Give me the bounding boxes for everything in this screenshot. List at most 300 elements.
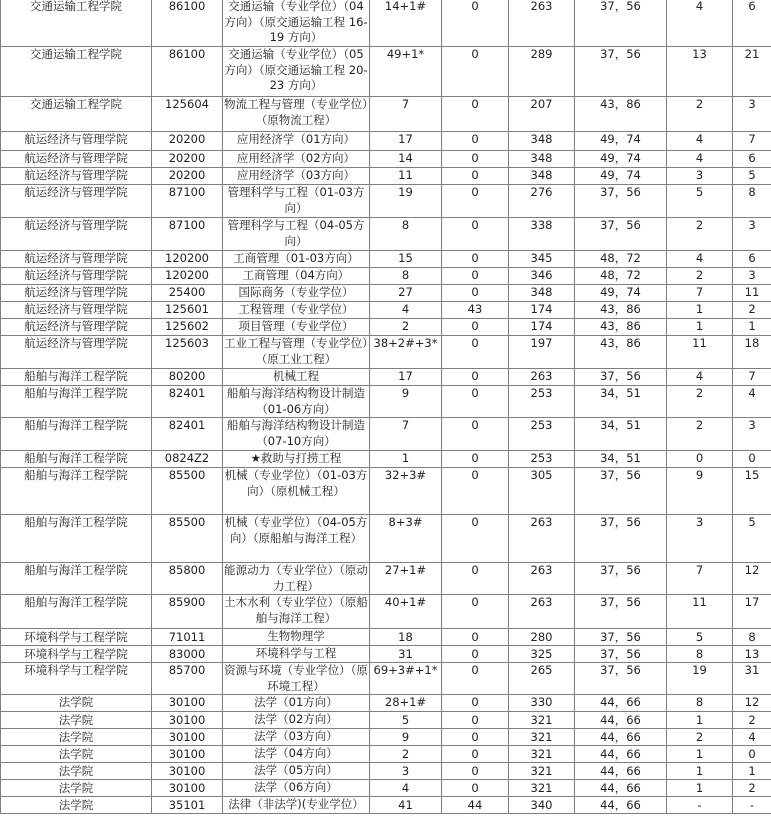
cell-plan: 27 [370,285,442,302]
cell-plan: 11 [370,168,442,185]
table-row [1,386,771,418]
cell-total: 276 [509,185,575,218]
table-row [1,185,771,218]
cell-applicants: 7 [733,132,771,151]
cell-applicants: 2 [733,302,771,319]
cell-code: 86100 [152,47,223,97]
cell-single: 44，66 [575,695,667,712]
cell-program: 法学（05方向） [223,763,370,780]
table-row [1,132,771,151]
cell-plan: 15 [370,251,442,268]
cell-code: 0824Z2 [152,451,223,468]
cell-extra: 0 [442,369,509,386]
cell-single: 37，56 [575,595,667,629]
cell-total: 330 [509,695,575,712]
cell-total: 253 [509,418,575,451]
cell-extra: 0 [442,336,509,369]
cell-applicants: 7 [733,369,771,386]
cell-plan: 31 [370,646,442,663]
cell-applicants: 3 [733,418,771,451]
cell-admitted: 1 [667,763,733,780]
cell-plan: 17 [370,369,442,386]
table-row [1,251,771,268]
cell-single: 37，56 [575,0,667,47]
cell-total: 207 [509,97,575,132]
cell-code: 86100 [152,0,223,47]
cell-college: 航运经济与管理学院 [1,151,152,168]
cell-extra: 0 [442,47,509,97]
cell-applicants: 3 [733,218,771,251]
cell-single: 44，66 [575,729,667,746]
cell-total: 325 [509,646,575,663]
cell-applicants: 31 [733,663,771,695]
cell-plan: 9 [370,729,442,746]
cell-college: 航运经济与管理学院 [1,168,152,185]
cell-single: 49，74 [575,151,667,168]
table-row [1,763,771,780]
cell-single: 37，56 [575,218,667,251]
cell-total: 345 [509,251,575,268]
cell-extra: 0 [442,563,509,595]
cell-total: 321 [509,729,575,746]
cell-total: 263 [509,515,575,563]
table-row [1,168,771,185]
cell-extra: 0 [442,451,509,468]
cell-program: 交通运输（专业学位）（05方向）（原交通运输工程 20-23 方向） [223,47,370,97]
cell-extra: 0 [442,629,509,646]
cell-extra: 0 [442,695,509,712]
cell-single: 49，74 [575,285,667,302]
cell-college: 航运经济与管理学院 [1,336,152,369]
cell-admitted: 3 [667,168,733,185]
cell-total: 321 [509,712,575,729]
cell-applicants: 0 [733,451,771,468]
cell-code: 82401 [152,386,223,418]
cell-code: 120200 [152,251,223,268]
cell-extra: 0 [442,132,509,151]
cell-program: 能源动力（专业学位）（原动力工程） [224,563,368,593]
cell-program: 环境科学与工程 [223,646,370,663]
cell-program: 机械（专业学位）（01-03方向）（原机械工程） [223,468,370,515]
cell-total: 265 [509,663,575,695]
cell-college: 交通运输工程学院 [1,0,152,47]
cell-plan: 4 [370,780,442,797]
cell-admitted: 19 [667,663,733,695]
cell-plan: 8 [370,218,442,251]
cell-program: ★救助与打捞工程 [223,451,370,468]
cell-applicants: 2 [733,780,771,797]
cell-college: 环境科学与工程学院 [1,663,152,695]
cell-code: 82401 [152,418,223,451]
cell-college: 环境科学与工程学院 [1,646,152,663]
cell-college: 船舶与海洋工程学院 [1,468,152,515]
cell-code: 80200 [152,369,223,386]
cell-extra: 0 [442,285,509,302]
cell-admitted: - [667,797,733,814]
table-row [1,369,771,386]
cell-single: 48，72 [575,251,667,268]
cell-code: 87100 [152,185,223,218]
cell-college: 航运经济与管理学院 [1,185,152,218]
cell-admitted: 11 [667,336,733,369]
cell-plan: 69+3#+1* [370,663,442,695]
cell-applicants: - [733,797,771,814]
table-row [1,663,771,695]
cell-code: 85800 [152,563,223,595]
cell-plan: 14 [370,151,442,168]
cell-extra: 0 [442,729,509,746]
cell-college: 航运经济与管理学院 [1,132,152,151]
cell-total: 321 [509,780,575,797]
cell-program: 资源与环境（专业学位）（原环境工程） [224,663,368,693]
table-row [1,97,771,132]
cell-total: 197 [509,336,575,369]
cell-extra: 0 [442,646,509,663]
table-row [1,746,771,763]
cell-extra: 0 [442,168,509,185]
cell-applicants: 3 [733,97,771,132]
cell-single: 44，66 [575,712,667,729]
cell-admitted: 4 [667,251,733,268]
cell-program: 机械（专业学位）（04-05方向）（原船舶与海洋工程） [223,515,370,563]
cell-college: 法学院 [1,797,152,814]
cell-college: 船舶与海洋工程学院 [1,563,152,595]
cell-admitted: 0 [667,451,733,468]
cell-admitted: 1 [667,746,733,763]
cell-applicants: 12 [733,563,771,595]
table-row [1,712,771,729]
cell-single: 34，51 [575,451,667,468]
cell-plan: 7 [370,418,442,451]
cell-program: 管理科学与工程（01-03方向） [223,185,370,218]
cell-plan: 4 [370,302,442,319]
cell-extra: 0 [442,268,509,285]
cell-admitted: 2 [667,97,733,132]
cell-total: 280 [509,629,575,646]
cell-single: 37，56 [575,629,667,646]
cell-college: 船舶与海洋工程学院 [1,515,152,563]
table-row [1,729,771,746]
cell-plan: 49+1* [370,47,442,97]
cell-total: 346 [509,268,575,285]
table-row [1,468,771,515]
cell-program: 机械工程 [223,369,370,386]
cell-extra: 0 [442,97,509,132]
cell-code: 120200 [152,268,223,285]
table-row [1,268,771,285]
cell-college: 船舶与海洋工程学院 [1,386,152,418]
cell-extra: 0 [442,468,509,515]
cell-total: 340 [509,797,575,814]
table-row [1,451,771,468]
cell-plan: 9 [370,386,442,418]
cell-college: 航运经济与管理学院 [1,319,152,336]
cell-admitted: 5 [667,185,733,218]
cell-single: 34，51 [575,418,667,451]
cell-college: 航运经济与管理学院 [1,302,152,319]
table-row [1,336,771,369]
cell-program: 物流工程与管理（专业学位）（原物流工程） [223,97,370,132]
cell-plan: 2 [370,319,442,336]
cell-single: 43，86 [575,302,667,319]
cell-extra: 43 [442,302,509,319]
cell-plan: 14+1# [370,0,442,47]
cell-admitted: 8 [667,646,733,663]
cell-program: 应用经济学（01方向） [223,132,370,151]
cell-plan: 7 [370,97,442,132]
cell-college: 航运经济与管理学院 [1,251,152,268]
cell-code: 30100 [152,729,223,746]
cell-total: 263 [509,563,575,595]
cell-plan: 19 [370,185,442,218]
cell-applicants: 2 [733,712,771,729]
cell-single: 49，74 [575,168,667,185]
cell-program: 工商管理（04方向） [223,268,370,285]
cell-code: 83000 [152,646,223,663]
cell-code: 125603 [152,336,223,369]
cell-single: 43，86 [575,319,667,336]
cell-admitted: 2 [667,218,733,251]
cell-code: 20200 [152,168,223,185]
cell-total: 174 [509,319,575,336]
cell-code: 20200 [152,151,223,168]
cell-total: 253 [509,451,575,468]
cell-applicants: 21 [733,47,771,97]
table-row [1,418,771,451]
cell-program: 应用经济学（02方向） [223,151,370,168]
cell-college: 法学院 [1,746,152,763]
cell-applicants: 6 [733,0,771,47]
cell-applicants: 6 [733,251,771,268]
cell-college: 法学院 [1,712,152,729]
cell-single: 44，66 [575,780,667,797]
cell-admitted: 13 [667,47,733,97]
cell-single: 43，86 [575,97,667,132]
table-row [1,629,771,646]
cell-single: 37，56 [575,47,667,97]
cell-applicants: 1 [733,319,771,336]
cell-single: 49，74 [575,132,667,151]
cell-college: 航运经济与管理学院 [1,218,152,251]
cell-college: 船舶与海洋工程学院 [1,418,152,451]
table-row [1,218,771,251]
cell-admitted: 5 [667,629,733,646]
cell-code: 85900 [152,595,223,629]
cell-program: 工业工程与管理（专业学位）（原工业工程） [223,336,370,369]
cell-single: 37，56 [575,646,667,663]
cell-program: 生物物理学 [223,629,370,646]
cell-total: 289 [509,47,575,97]
cell-applicants: 3 [733,268,771,285]
cell-code: 85700 [152,663,223,695]
cell-plan: 3 [370,763,442,780]
cell-plan: 41 [370,797,442,814]
cell-plan: 28+1# [370,695,442,712]
cell-extra: 44 [442,797,509,814]
cell-total: 321 [509,746,575,763]
cell-single: 48，72 [575,268,667,285]
cell-total: 263 [509,0,575,47]
cell-code: 125604 [152,97,223,132]
cell-program: 船舶与海洋结构物设计制造（01-06方向） [223,386,370,418]
cell-admitted: 2 [667,418,733,451]
cell-single: 37，56 [575,563,667,595]
cell-college: 环境科学与工程学院 [1,629,152,646]
cell-admitted: 7 [667,285,733,302]
cell-total: 348 [509,132,575,151]
cell-applicants: 4 [733,729,771,746]
cell-total: 321 [509,763,575,780]
cell-program: 应用经济学（03方向） [223,168,370,185]
cell-program: 船舶与海洋结构物设计制造（07-10方向） [223,418,370,451]
cell-college: 船舶与海洋工程学院 [1,369,152,386]
cell-extra: 0 [442,746,509,763]
cell-admitted: 8 [667,695,733,712]
cell-total: 348 [509,151,575,168]
table-row [1,515,771,563]
cell-admitted: 1 [667,712,733,729]
cell-program: 法学（01方向） [223,695,370,712]
cell-program: 法学（04方向） [223,746,370,763]
cell-extra: 0 [442,763,509,780]
cell-applicants: 5 [733,515,771,563]
cell-extra: 0 [442,0,509,47]
cell-extra: 0 [442,663,509,695]
cell-admitted: 2 [667,386,733,418]
cell-program: 管理科学与工程（04-05方向） [223,218,370,251]
cell-college: 航运经济与管理学院 [1,285,152,302]
cell-single: 37，56 [575,369,667,386]
cell-applicants: 15 [733,468,771,515]
cell-applicants: 6 [733,151,771,168]
cell-plan: 40+1# [370,595,442,629]
cell-total: 305 [509,468,575,515]
cell-total: 348 [509,285,575,302]
table-row [1,780,771,797]
cell-plan: 38+2#+3* [370,336,442,369]
cell-extra: 0 [442,251,509,268]
cell-single: 37，56 [575,663,667,695]
cell-total: 263 [509,369,575,386]
cell-admitted: 1 [667,319,733,336]
cell-applicants: 0 [733,746,771,763]
cell-plan: 32+3# [370,468,442,515]
cell-admitted: 4 [667,369,733,386]
cell-extra: 0 [442,595,509,629]
cell-plan: 8 [370,268,442,285]
cell-applicants: 11 [733,285,771,302]
cell-total: 348 [509,168,575,185]
cell-extra: 0 [442,151,509,168]
cell-total: 263 [509,595,575,629]
cell-admitted: 4 [667,151,733,168]
cell-college: 航运经济与管理学院 [1,268,152,285]
cell-plan: 8+3# [370,515,442,563]
cell-college: 法学院 [1,780,152,797]
cell-code: 85500 [152,468,223,515]
cell-single: 43，86 [575,336,667,369]
table-row [1,302,771,319]
table-row [1,0,771,47]
cell-admitted: 2 [667,729,733,746]
cell-plan: 27+1# [370,563,442,595]
cell-applicants: 5 [733,168,771,185]
cell-applicants: 17 [733,595,771,629]
cell-extra: 0 [442,319,509,336]
cell-program: 土木水利（专业学位）（原船舶与海洋工程） [223,595,370,629]
cell-extra: 0 [442,780,509,797]
cell-plan: 2 [370,746,442,763]
cell-college: 交通运输工程学院 [1,97,152,132]
cell-applicants: 18 [733,336,771,369]
cell-plan: 5 [370,712,442,729]
cell-admitted: 7 [667,563,733,595]
cell-extra: 0 [442,712,509,729]
cell-code: 30100 [152,763,223,780]
cell-applicants: 4 [733,386,771,418]
cell-admitted: 4 [667,0,733,47]
cell-college: 船舶与海洋工程学院 [1,595,152,629]
cell-code: 125602 [152,319,223,336]
cell-extra: 0 [442,515,509,563]
cell-program: 工程管理（专业学位） [223,302,370,319]
cell-program: 交通运输（专业学位）（04方向）（原交通运输工程 16-19 方向） [223,0,370,47]
cell-college: 法学院 [1,763,152,780]
cell-code: 85500 [152,515,223,563]
cell-code: 30100 [152,712,223,729]
cell-extra: 0 [442,185,509,218]
cell-code: 20200 [152,132,223,151]
cell-applicants: 8 [733,185,771,218]
table-row [1,595,771,629]
cell-code: 30100 [152,746,223,763]
cell-program: 法学（06方向） [223,780,370,797]
cell-plan: 1 [370,451,442,468]
cell-college: 船舶与海洋工程学院 [1,451,152,468]
cell-college: 法学院 [1,695,152,712]
cell-single: 44，66 [575,763,667,780]
cell-program: 法律（非法学)(专业学位） [223,797,370,814]
cell-code: 25400 [152,285,223,302]
table-row [1,47,771,97]
cell-code: 35101 [152,797,223,814]
cell-single: 34，51 [575,386,667,418]
cell-code: 71011 [152,629,223,646]
cell-single: 44，66 [575,746,667,763]
cell-program: 项目管理（专业学位） [223,319,370,336]
table-row [1,151,771,168]
cell-plan: 18 [370,629,442,646]
cell-applicants: 1 [733,763,771,780]
cell-college: 交通运输工程学院 [1,47,152,97]
cell-extra: 0 [442,418,509,451]
table-row [1,797,771,814]
cell-plan: 17 [370,132,442,151]
cell-code: 87100 [152,218,223,251]
cell-code: 125601 [152,302,223,319]
cell-applicants: 8 [733,629,771,646]
cell-code: 30100 [152,780,223,797]
cell-applicants: 13 [733,646,771,663]
cell-program: 法学（03方向） [223,729,370,746]
cell-program: 工商管理（01-03方向） [223,251,370,268]
cell-admitted: 11 [667,595,733,629]
cell-single: 37，56 [575,515,667,563]
table-row [1,285,771,302]
cell-program: 国际商务（专业学位） [223,285,370,302]
cell-extra: 0 [442,218,509,251]
cell-single: 37，56 [575,468,667,515]
